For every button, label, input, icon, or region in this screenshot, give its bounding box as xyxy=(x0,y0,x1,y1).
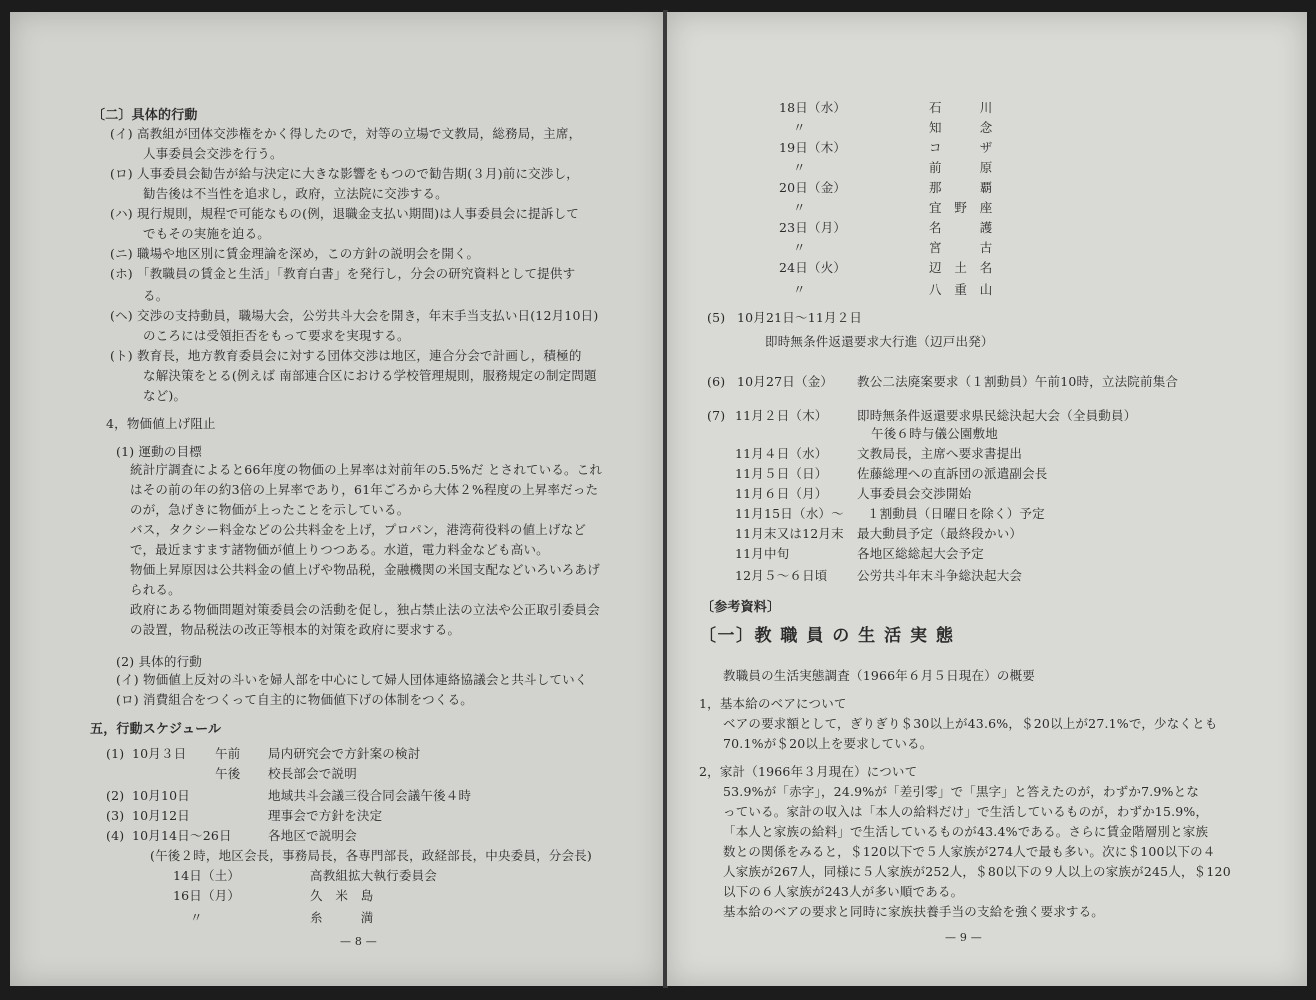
item-5-date: 10月21日～11月２日 xyxy=(737,310,863,325)
item-ro-line1: (ロ) 人事委員会勧告が給与決定に大きな影響をもつので勧告期(３月)前に交渉し， xyxy=(110,166,579,181)
item-6-number: (6) xyxy=(707,374,726,389)
r2-title: 2，家計（1966年３月現在）について xyxy=(699,764,918,779)
page-number: — 8 — xyxy=(340,935,377,948)
item-ho-line2: る。 xyxy=(143,288,169,303)
para-line8: 政府にある物価問題対策委員会の活動を促し，独占禁止法の立法や公正取引委員会 xyxy=(130,602,600,617)
para-line7: られる。 xyxy=(130,582,181,597)
section-2-title: 〔二〕具体的行動 xyxy=(92,108,198,123)
section-4-title: 4，物価値上げ阻止 xyxy=(106,416,216,431)
item-i-line2: 人事委員会交渉を行う。 xyxy=(143,146,283,161)
page-number: — 9 — xyxy=(945,931,982,944)
survey-summary: 教職員の生活実態調査（1966年６月５日現在）の概要 xyxy=(723,668,1036,683)
item-ho-line1: (ホ) 「教職員の賃金と生活」「教育白書」を発行し，分会の研究資料として提供す xyxy=(110,266,576,281)
item-to-line2: な解決策をとる(例えば 南部連合区における学校管理規則，服務規定の制定問題 xyxy=(143,368,597,383)
item-i-line1: (イ) 高教組が団体交渉権をかく得したので，対等の立場で文教局，総務局，主席， xyxy=(110,126,582,141)
r1-line1: ベアの要求額として，ぎりぎり＄30以上が43.6%，＄20以上が27.1%で，少なくとも xyxy=(723,716,1218,731)
item-he-line1: (ヘ) 交渉の支持動員，職場大会，公労共斗大会を開き，年末手当支払い日(12月10日) xyxy=(110,308,599,323)
para-line1: 統計庁調査によると66年度の物価の上昇率は対前年の5.5%だ とされている。これ xyxy=(130,462,603,477)
item-ha-line1: (ハ) 現行規則，規程で可能なもの(例，退職金支払い期間)は人事委員会に提訴して xyxy=(110,206,579,221)
section-5-title: 五，行動スケジュール xyxy=(90,722,222,737)
section-4-1-title: (1) 運動の目標 xyxy=(116,444,202,459)
para-line4: バス，タクシー料金などの公共料金を上げ，プロパン，港湾荷役料の値上げなど xyxy=(130,522,587,537)
schedule-note: (午後２時，地区会長，事務局長，各専門部長，政経部長，中央委員，分会長) xyxy=(150,848,592,863)
r2-line1: 53.9%が「赤字」，24.9%が「差引零」で「黒字」と答えたのが，わずか7.9%とな xyxy=(723,784,1200,799)
r2-line4: 数との関係をみると，＄120以下で５人家族が274人で最も多い。次に＄100以下の４ xyxy=(723,844,1216,859)
r2-line3: 「本人と家族の給料」で生活しているものが43.4%である。さらに賃金階層別と家族 xyxy=(723,824,1209,839)
item-to-line1: (ト) 教育長，地方教育委員会に対する団体交渉は地区，連合分会で計画し，積極的 xyxy=(110,348,582,363)
para-line3: のが，急げきに物価が上ったことを示している。 xyxy=(130,502,410,517)
para-line6: 物価上昇原因は公共料金の値上げや物品税，金融機関の米国支配などいろいろあげ xyxy=(130,562,600,577)
para-line2: はその前の年の約3倍の上昇率であり，61年ごろから大体２%程度の上昇率だった xyxy=(130,482,599,497)
r2-line6: 以下の６人家族が243人が多い順である。 xyxy=(723,884,964,899)
left-page: 〔二〕具体的行動 (イ) 高教組が団体交渉権をかく得したので，対等の立場で文教局，総務局，主席， 人事委員会交渉を行う。 (ロ) 人事委員会勧告が給与決定に大きな影響をもつので勧告期(３月)前に交渉し， 勧告後は不当性を追求し，政府，立法院に交渉する。 (ハ) 現行規則，規程で可能なもの(例，退職金支払い期間)は人事委員会に提訴して でもその実施を迫る。 (ニ) 職場や地区別に賃金理論を深め，この方針の説明会を開く。 (ホ) 「教職員の賃金と生活」「教育白書」を発行し，分会の研究資料として提供す る。 (ヘ) 交渉の支持動員，職場大会，公労共斗大会を開き，年末手当支払い日(12月10日) のころには受領拒否をもって要求を実現する。 (ト) 教育長，地方教育委員会に対する団体交渉は地区，連合分会で計画し，積極的 な解決策をとる(例えば 南部連合区における学校管理規則，服務規定の制定問題 など)。 4，物価値上げ阻止 (1) 運動の目標 統計庁調査によると66年度の物価の上昇率は対前年の5.5%だ とされている。これ はその前の年の約3倍の上昇率であり，61年ごろから大体２%程度の上昇率だった のが，急げきに物価が上ったことを示している。 バス，タクシー料金などの公共料金を上げ，プロパン，港湾荷役料の値上げなど で，最近ますます諸物価が値上りつつある。水道，電力料金なども高い。 物価上昇原因は公共料金の値上げや物品税，金融機関の米国支配などいろいろあげ られる。 政府にある物価問題対策委員会の活動を促し，独占禁止法の立法や公正取引委員会 の設置，物品税法の改正等根本的対策を政府に要求する。 (2) 具体的行動 (イ) 物価値上反対の斗いを婦人部を中心にして婦人団体連絡協議会と共斗していく (ロ) 消費組合をつくって自主的に物価値下げの体制をつくる。 五，行動スケジュール (1) 10月３日 午前 局内研究会で方針案の検討 午後 校長部会で説明 (2) 10月10日 地域共斗会議三役合同会議午後４時 (3) 10月12日 理事会で方針を決定 (4) 10月14日～26日 各地区で説明会 (午後２時，地区会長，事務局長，各専門部長，政経部長，中央委員，分会長) 14日（土） 高教組拡大執行委員会 16日（月） 久 米 島 〃 糸 満 — 8 — xyxy=(10,12,665,986)
item-6-event: 教公二法廃案要求（１割動員）午前10時，立法院前集合 xyxy=(857,374,1179,389)
para-line9: の設置，物品税法の改正等根本的対策を政府に要求する。 xyxy=(130,622,461,637)
item-6-date: 10月27日（金） xyxy=(737,374,834,389)
r2-line7: 基本給のベアの要求と同時に家族扶養手当の支給を強く要求する。 xyxy=(723,904,1105,919)
section-4-2-title: (2) 具体的行動 xyxy=(116,654,202,669)
item-to-line3: など)。 xyxy=(143,388,187,403)
r2-line2: っている。家計の収入は「本人の給料だけ」で生活しているものが，わずか15.9%， xyxy=(723,804,1209,819)
action-i: (イ) 物価値上反対の斗いを婦人部を中心にして婦人団体連絡協議会と共斗していく xyxy=(116,672,588,687)
action-ro: (ロ) 消費組合をつくって自主的に物価値下げの体制をつくる。 xyxy=(116,692,473,707)
reference-title: 〔一〕教 職 員 の 生 活 実 態 xyxy=(699,626,955,646)
reference-label: 〔参考資料〕 xyxy=(701,600,781,615)
item-ni: (ニ) 職場や地区別に賃金理論を深め，この方針の説明会を開く。 xyxy=(110,246,480,261)
item-7-number: (7) xyxy=(707,408,726,423)
r1-line2: 70.1%が＄20以上を要求している。 xyxy=(723,736,933,751)
right-page: 18日（水） 石 川 〃 知 念 19日（木） コ ザ 〃 前 原 20日（金） 那 覇 〃 宜 野 座 23日（月） 名 護 〃 宮 古 24日（火） 辺 土 名 〃 八 重 山 (5) 10月21日～11月２日 即時無条件返還要求大行進（辺戸出発） (6) 10月27日（金） 教公二法廃案要求（１割動員）午前10時，立法院前集合 (7) 11月２日（木） 即時無条件返還要求県民総決起大会（全員動員） 午後６時与儀公園敷地 11月４日（水） 文教局長，主席へ要求書提出 11月５日（日） 佐藤総理への直訴団の派遣副会長 11月６日（月） 人事委員会交渉開始 11月15日（水）～ １割動員（日曜日を除く）予定 11月末又は12月末 最大動員予定（最終段かい） 11月中旬 各地区総総起大会予定 12月５～６日頃 公労共斗年末斗争総決起大会 〔参考資料〕 〔一〕教 職 員 の 生 活 実 態 教職員の生活実態調査（1966年６月５日現在）の概要 1，基本給のベアについて ベアの要求額として，ぎりぎり＄30以上が43.6%，＄20以上が27.1%で，少なくとも 70.1%が＄20以上を要求している。 2，家計（1966年３月現在）について 53.9%が「赤字」，24.9%が「差引零」で「黒字」と答えたのが，わずか7.9%とな っている。家計の収入は「本人の給料だけ」で生活しているものが，わずか15.9%， 「本人と家族の給料」で生活しているものが43.4%である。さらに賃金階層別と家族 数との関係をみると，＄120以下で５人家族が274人で最も多い。次に＄100以下の４ 人家族が267人，同様に５人家族が252人，＄80以下の９人以上の家族が245人，＄120 以下の６人家族が243人が多い順である。 基本給のベアの要求と同時に家族扶養手当の支給を強く要求する。 — 9 — xyxy=(667,12,1307,986)
item-he-line2: のころには受領拒否をもって要求を実現する。 xyxy=(143,328,410,343)
r1-title: 1，基本給のベアについて xyxy=(699,696,847,711)
item-ro-line2: 勧告後は不当性を追求し，政府，立法院に交渉する。 xyxy=(143,186,448,201)
r2-line5: 人家族が267人，同様に５人家族が252人，＄80以下の９人以上の家族が245人，＄120 xyxy=(723,864,1231,879)
item-5-number: (5) xyxy=(707,310,726,325)
para-line5: で，最近ますます諸物価が値上りつつある。水道，電力料金なども高い。 xyxy=(130,542,549,557)
item-ha-line2: でもその実施を迫る。 xyxy=(143,226,271,241)
item-5-event: 即時無条件返還要求大行進（辺戸出発） xyxy=(765,334,994,349)
